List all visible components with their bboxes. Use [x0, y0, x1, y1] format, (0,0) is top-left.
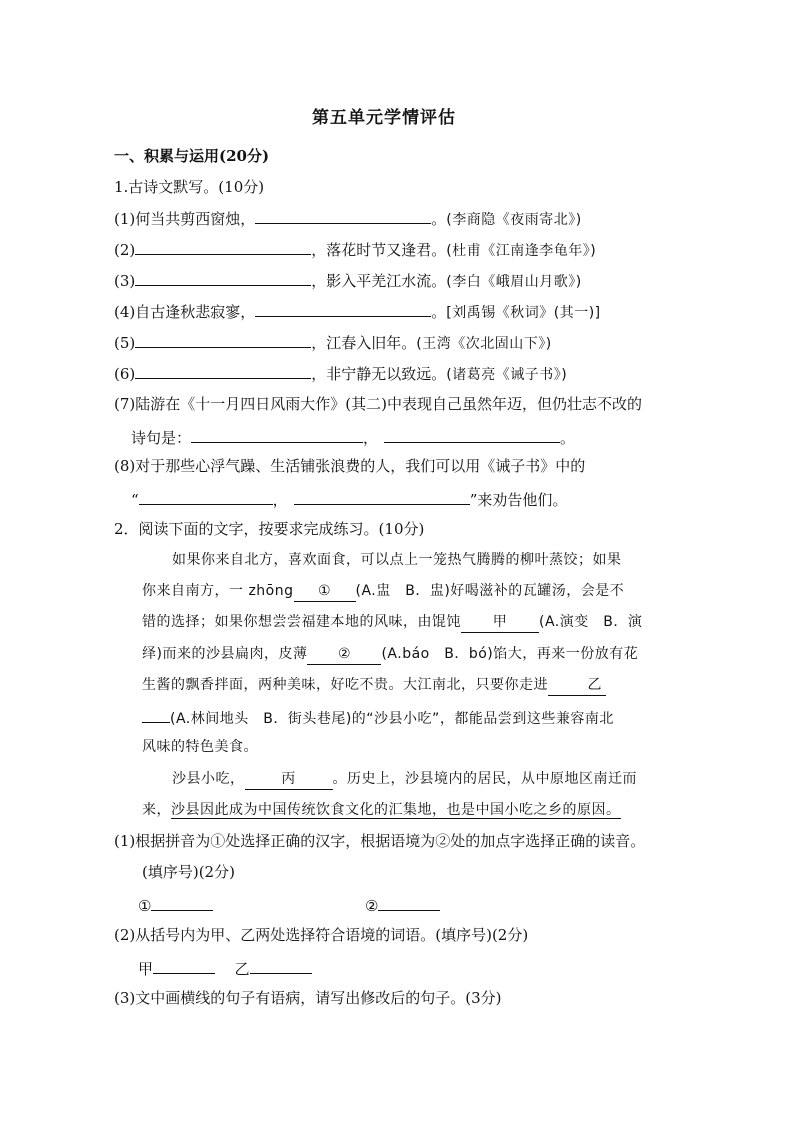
item-prefix: 自古逢秋悲寂寥， [135, 303, 256, 321]
item-source: (王湾《次北固山下》) [416, 336, 552, 352]
item-number: (5) [114, 334, 136, 352]
passage-line [142, 612, 642, 633]
item-suffix: 。 [431, 303, 447, 321]
poem-item-4 [114, 300, 601, 323]
passage-text: (A.演变 B．演 [539, 614, 643, 630]
passage-text: 来， [142, 802, 171, 818]
passage-text: 错的选择；如果你想尝尝福建本地的风味，由馄饨 [142, 614, 461, 630]
sub-question-3: (3)文中画横线的句子有语病，请写出修改后的句子。(3分) [114, 989, 502, 1007]
poem-item-2 [114, 238, 596, 261]
sub-question-1-note: (填序号)(2分) [142, 863, 235, 881]
blank-mark-yi-cont[interactable] [142, 706, 170, 723]
item-suffix: ，非宁静无以致远。 [311, 365, 447, 383]
passage-line [142, 706, 614, 729]
item-number: (4) [114, 303, 136, 321]
poem-item-5 [114, 331, 552, 354]
answer-blank[interactable] [151, 894, 213, 911]
answer-blank[interactable] [255, 207, 431, 224]
answer-label: 乙 [234, 960, 250, 978]
item-separator: ， [272, 491, 288, 509]
answer-blank[interactable] [255, 300, 431, 317]
section-heading: 一、积累与运用(20分) [114, 147, 270, 165]
poem-item-8-line2 [131, 488, 567, 510]
sub-question-2-answers [138, 957, 312, 979]
passage-text: 生酱的飘香拌面，两种美味，好吃不贵。大江南北，只要你走进 [142, 677, 548, 693]
blank-mark-2[interactable]: ② [307, 644, 381, 665]
item-number: (2) [114, 241, 136, 259]
passage-text: 沙县小吃， [172, 771, 245, 787]
poem-item-1 [114, 207, 582, 230]
answer-blank[interactable] [139, 488, 273, 505]
blank-mark-yi[interactable]: 乙 [548, 675, 606, 696]
poem-item-7-line1: (7)陆游在《十一月四日风雨大作》(其二)中表现自己虽然年迈，但仍壮志不改的 [114, 395, 642, 413]
item-number: (6) [114, 365, 136, 383]
passage-line [172, 769, 637, 790]
blank-mark-bing[interactable]: 丙 [245, 769, 333, 790]
item-suffix: ，江春入旧年。 [311, 334, 417, 352]
item-number: (1) [114, 210, 136, 228]
item-suffix: ，落花时节又逢君。 [311, 241, 447, 259]
item-source: [刘禹锡《秋词》(其一)] [446, 305, 601, 321]
passage-text: 。历史上，沙县境内的居民，从中原地区南迁而 [332, 771, 637, 787]
answer-blank[interactable] [191, 426, 363, 443]
passage-text: 绎)而来的沙县扁肉，皮薄 [142, 646, 308, 662]
poem-item-7-line2 [131, 426, 575, 448]
answer-blank[interactable] [384, 426, 560, 443]
item-number: (3) [114, 272, 136, 290]
answer-blank[interactable] [250, 957, 312, 974]
passage-line: 如果你来自北方，喜欢面食，可以点上一笼热气腾腾的柳叶蒸饺；如果 [172, 552, 622, 568]
passage-text: (A.盅 B．盅)好喝滋补的瓦罐汤，会是不 [355, 583, 625, 599]
poem-item-6 [114, 362, 567, 385]
answer-label: ① [138, 897, 152, 915]
item-suffix: ，影入平羌江水流。 [311, 272, 447, 290]
passage-text: (A.林间地头 B．街头巷尾)的“沙县小吃”，都能品尝到这些兼容南北 [170, 711, 614, 727]
answer-blank[interactable] [135, 269, 311, 286]
poem-item-8-line1: (8)对于那些心浮气躁、生活铺张浪费的人，我们可以用《诫子书》中的 [114, 457, 586, 475]
answer-blank[interactable] [135, 331, 311, 348]
item-source: (李商隐《夜雨寄北》) [446, 212, 582, 228]
passage-line [142, 675, 606, 696]
passage-line [142, 800, 621, 820]
answer-blank[interactable] [378, 894, 440, 911]
sub-question-1-answers [138, 894, 440, 916]
question-2-stem: 2．阅读下面的文字，按要求完成练习。(10分) [114, 520, 425, 538]
item-suffix: 。 [431, 210, 447, 228]
answer-label: 甲 [138, 960, 154, 978]
blank-mark-jia[interactable]: 甲 [461, 612, 539, 633]
passage-line: 风味的特色美食。 [142, 739, 258, 755]
passage-line [142, 581, 624, 602]
sub-question-2: (2)从括号内为甲、乙两处选择符合语境的词语。(填序号)(2分) [114, 926, 529, 944]
question-1-stem: 1.古诗文默写。(10分) [114, 178, 265, 196]
blank-mark-1[interactable]: ① [294, 581, 356, 602]
passage-text: (A.báo B．bó)馅大，再来一份放有花 [381, 646, 639, 662]
page-title: 第五单元学情评估 [312, 108, 456, 128]
open-quote: “ [131, 491, 139, 509]
item-source: (李白《峨眉山月歌》) [446, 274, 582, 290]
answer-blank[interactable] [135, 238, 311, 255]
answer-blank[interactable] [135, 362, 311, 379]
item-suffix: 。 [560, 429, 576, 447]
item-prefix: 诗句是： [131, 429, 192, 447]
sub-question-1: (1)根据拼音为①处选择正确的汉字，根据语境为②处的加点字选择正确的读音。 [114, 832, 646, 850]
item-suffix: ”来劝告他们。 [469, 491, 568, 509]
poem-item-3 [114, 269, 582, 292]
passage-text: 你来自南方，一 zhōng [142, 583, 294, 599]
underlined-sentence: 沙县因此成为中国传统饮食文化的汇集地，也是中国小吃之乡的原因。 [171, 802, 621, 818]
answer-blank[interactable] [153, 957, 215, 974]
item-source: (诸葛亮《诫子书》) [446, 367, 568, 383]
passage-line [142, 644, 638, 665]
answer-label: ② [365, 897, 379, 915]
answer-blank[interactable] [294, 488, 470, 505]
item-prefix: 何当共剪西窗烛， [135, 210, 256, 228]
item-separator: ， [363, 429, 379, 447]
item-source: (杜甫《江南逢李龟年》) [446, 243, 597, 259]
